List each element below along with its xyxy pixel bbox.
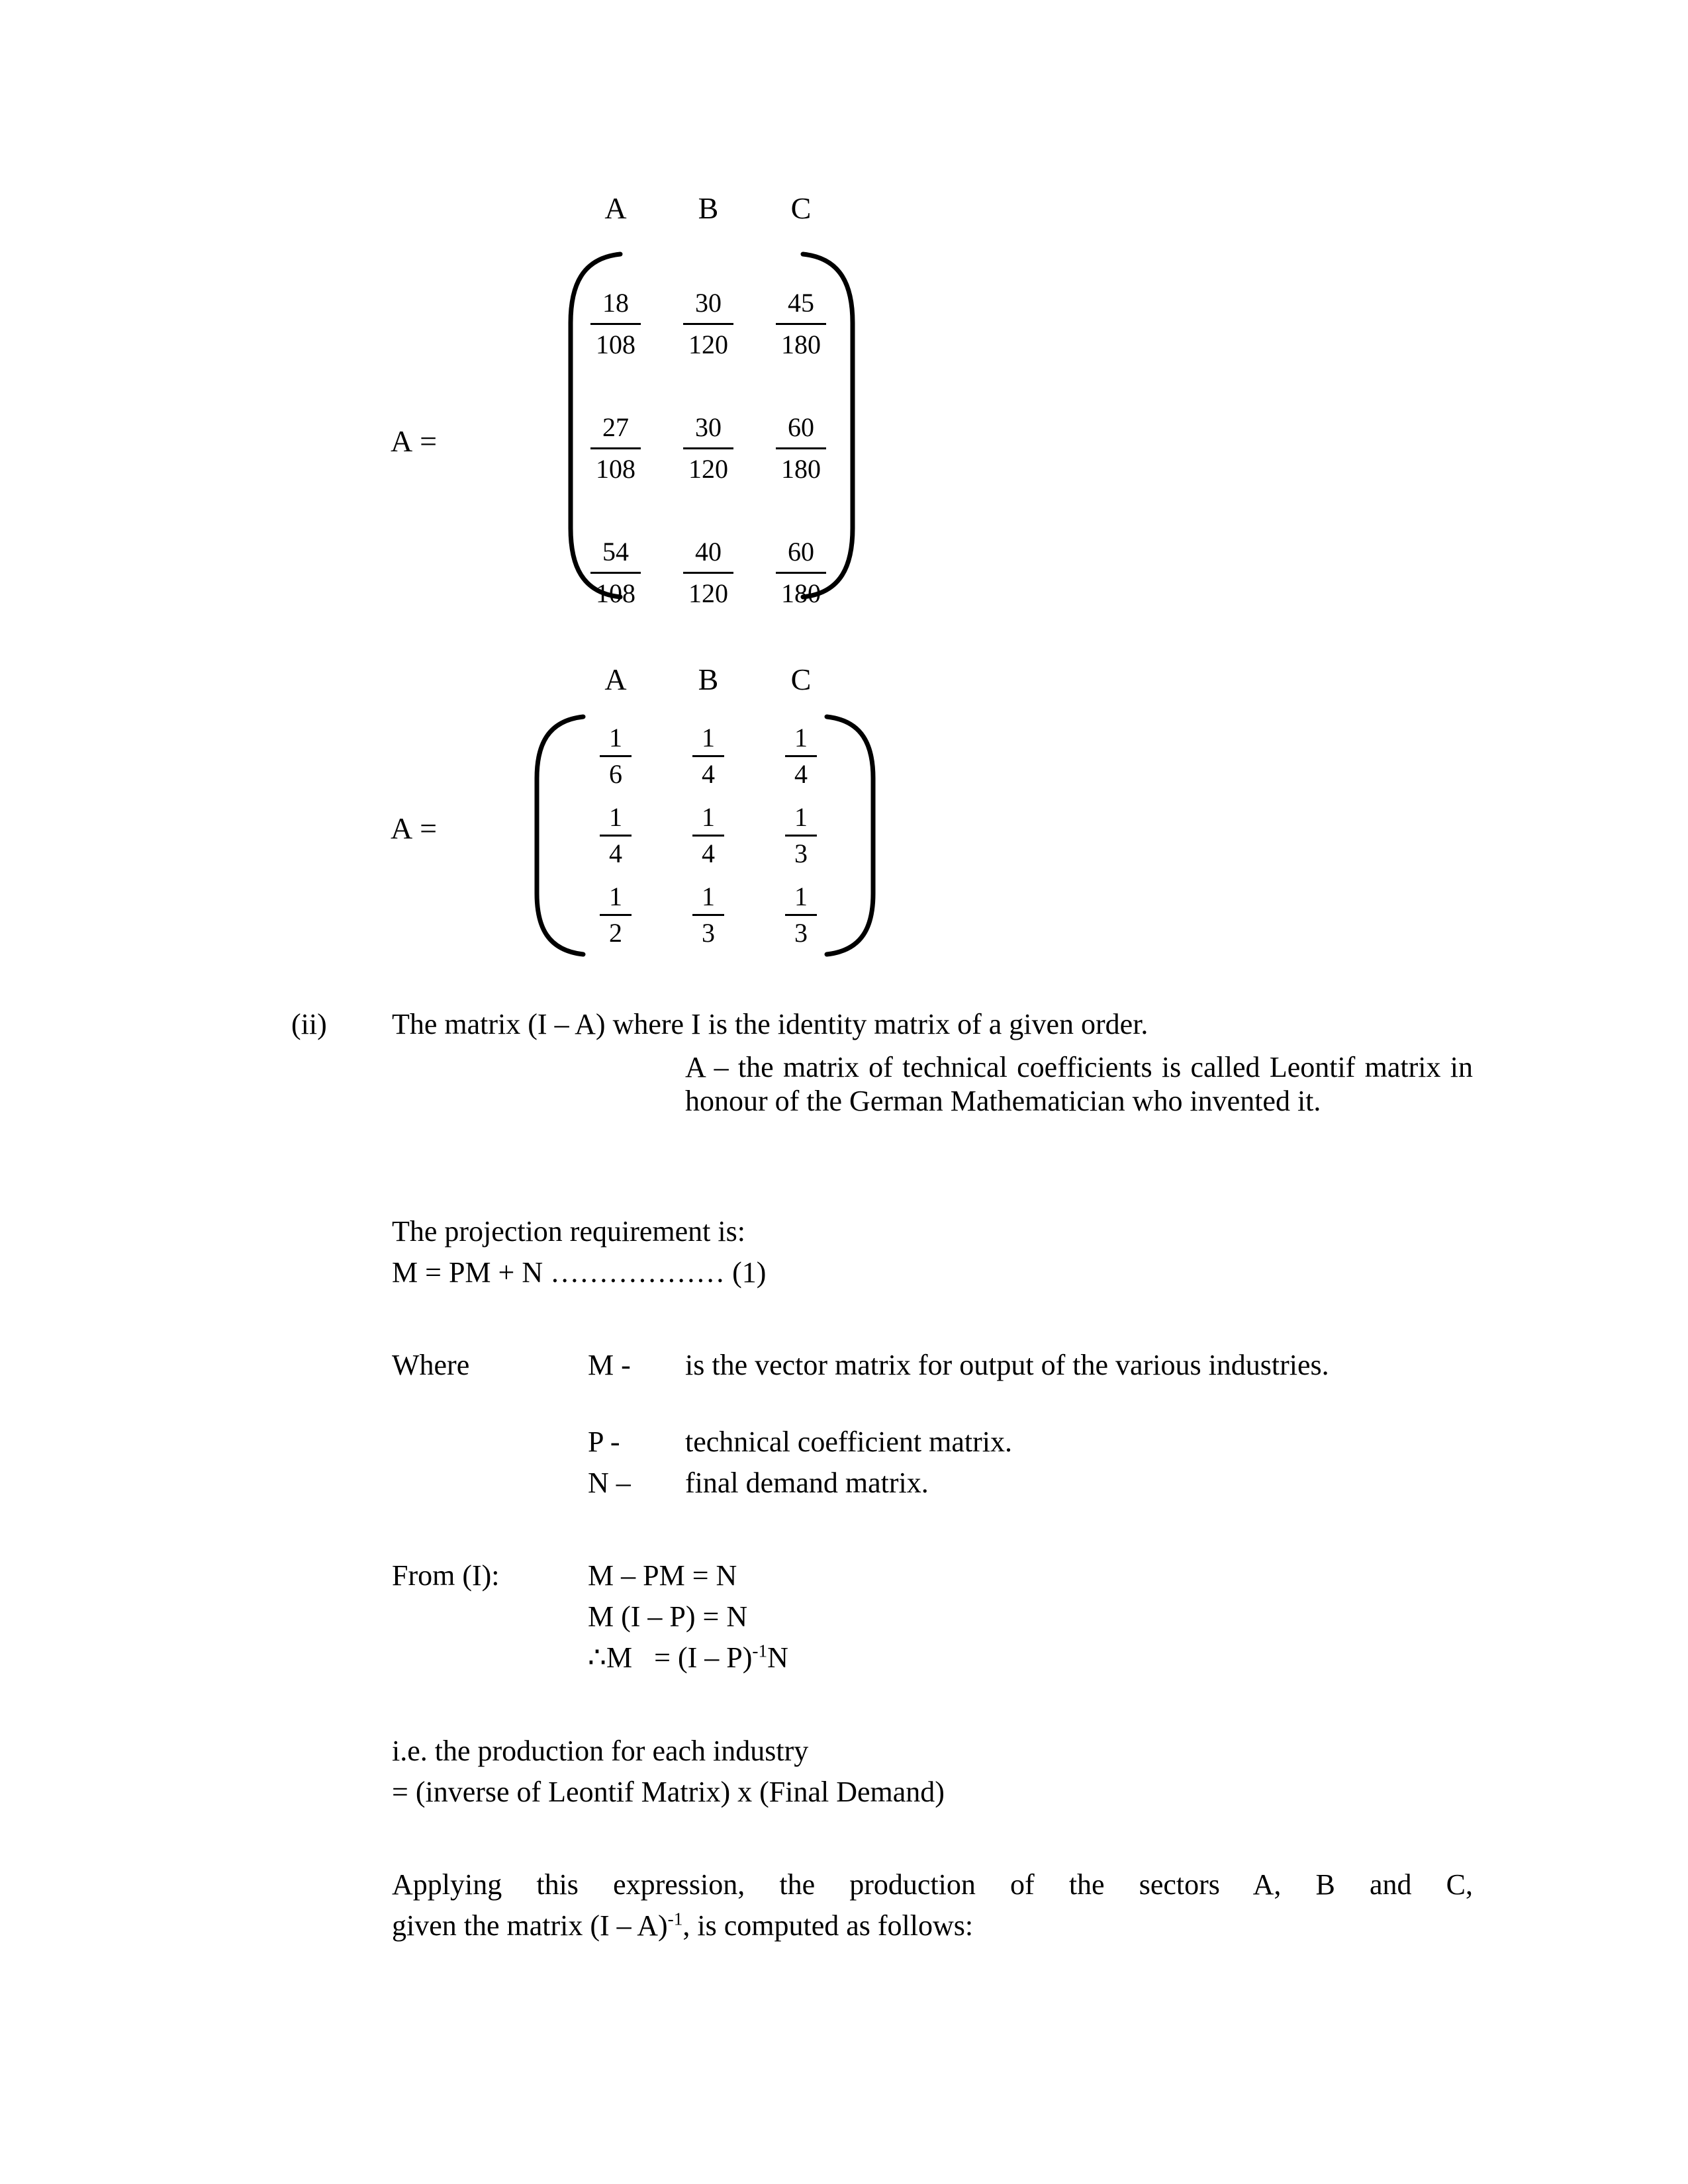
where-entry-n-description: final demand matrix. bbox=[685, 1467, 929, 1499]
from-block-line-3-suffix: N bbox=[767, 1641, 788, 1674]
fraction-denominator: 120 bbox=[688, 578, 728, 608]
fraction-denominator: 120 bbox=[688, 453, 728, 484]
matrix-1-row bbox=[569, 386, 847, 510]
from-block-line-3 bbox=[588, 1641, 788, 1674]
fraction-numerator: 1 bbox=[794, 722, 808, 752]
fraction-denominator: 108 bbox=[596, 578, 635, 608]
fraction-numerator: 1 bbox=[609, 881, 622, 911]
fraction-denominator: 180 bbox=[781, 453, 821, 484]
where-entry-p-symbol: P - bbox=[588, 1426, 620, 1458]
fraction-denominator: 3 bbox=[794, 838, 808, 868]
fraction-numerator: 1 bbox=[794, 801, 808, 832]
fraction-bar bbox=[785, 914, 817, 916]
where-entry-p-description: technical coefficient matrix. bbox=[685, 1426, 1012, 1458]
matrix-2-row bbox=[569, 796, 847, 875]
matrix-1-label: A = bbox=[391, 424, 438, 458]
matrix-2-cell bbox=[569, 716, 662, 796]
fraction-numerator: 1 bbox=[702, 722, 715, 752]
fraction-bar bbox=[692, 914, 724, 916]
matrix-1-column-header-a: A bbox=[604, 191, 627, 225]
applying-line-2-part-2: , is computed as follows: bbox=[682, 1909, 974, 1942]
fraction-denominator: 2 bbox=[609, 917, 622, 948]
matrix-2-cell bbox=[662, 796, 755, 875]
from-block-label: From (I): bbox=[392, 1559, 500, 1592]
matrix-2-cell bbox=[662, 716, 755, 796]
fraction-numerator: 1 bbox=[702, 881, 715, 911]
fraction-numerator: 60 bbox=[788, 536, 814, 567]
from-block-line-1: M – PM = N bbox=[588, 1559, 737, 1592]
fraction-denominator: 120 bbox=[688, 329, 728, 359]
fraction-denominator: 4 bbox=[609, 838, 622, 868]
from-block-line-3-exponent: -1 bbox=[752, 1641, 768, 1661]
fraction-denominator: 4 bbox=[702, 838, 715, 868]
projection-heading: The projection requirement is: bbox=[392, 1215, 745, 1248]
fraction-numerator: 1 bbox=[702, 801, 715, 832]
matrix-1-cell bbox=[662, 510, 755, 635]
matrix-2-cell bbox=[755, 716, 847, 796]
fraction-numerator: 30 bbox=[695, 412, 722, 442]
item-ii-indented-paragraph: A – the matrix of technical coefficients is called Leontif matrix in honour of the German Mathematician who invented it. bbox=[685, 1051, 1473, 1117]
matrix-2-cell bbox=[662, 875, 755, 954]
matrix-1-column-header-b: B bbox=[698, 191, 719, 225]
fraction-bar bbox=[776, 447, 826, 449]
matrix-2-cell bbox=[755, 796, 847, 875]
from-block-line-3-spacer bbox=[632, 1641, 654, 1674]
fraction-numerator: 30 bbox=[695, 287, 722, 318]
item-ii-marker: (ii) bbox=[291, 1008, 327, 1040]
fraction-denominator: 4 bbox=[794, 758, 808, 789]
fraction-denominator: 3 bbox=[794, 917, 808, 948]
fraction-denominator: 108 bbox=[596, 329, 635, 359]
matrix-1-column-header-c: C bbox=[790, 191, 812, 225]
matrix-2-cell bbox=[755, 875, 847, 954]
fraction-bar bbox=[683, 447, 733, 449]
fraction-numerator: 45 bbox=[788, 287, 814, 318]
from-block-line-3-equals: = (I – P) bbox=[654, 1641, 753, 1674]
matrix-1-cell bbox=[569, 386, 662, 510]
matrix-2-column-headers bbox=[569, 662, 847, 697]
fraction-denominator: 4 bbox=[702, 758, 715, 789]
applying-line-1-text: Applying this expression, the production of the sectors A, B and C, bbox=[392, 1868, 1473, 1901]
matrix-2-row bbox=[569, 875, 847, 954]
fraction-bar bbox=[785, 835, 817, 837]
fraction-numerator: 1 bbox=[794, 881, 808, 911]
fraction-numerator: 40 bbox=[695, 536, 722, 567]
matrix-2-column-header-a: A bbox=[604, 662, 627, 696]
matrix-2-row bbox=[569, 716, 847, 796]
applying-line-2-part-1: given the matrix (I – A) bbox=[392, 1909, 668, 1942]
fraction-bar bbox=[683, 572, 733, 574]
fraction-bar bbox=[692, 755, 724, 757]
from-block-line-2: M (I – P) = N bbox=[588, 1600, 748, 1633]
fraction-numerator: 54 bbox=[602, 536, 629, 567]
where-label: Where bbox=[392, 1349, 470, 1381]
matrix-2-grid bbox=[569, 716, 847, 954]
matrix-1-cell bbox=[755, 386, 847, 510]
fraction-denominator: 180 bbox=[781, 578, 821, 608]
matrix-1-cell bbox=[569, 510, 662, 635]
fraction-bar bbox=[692, 835, 724, 837]
fraction-bar bbox=[785, 755, 817, 757]
matrix-2-column-header-b: B bbox=[698, 662, 719, 696]
applying-line-2-exponent: -1 bbox=[667, 1909, 683, 1929]
matrix-2-label: A = bbox=[391, 811, 438, 845]
matrix-1-cell bbox=[662, 386, 755, 510]
applying-paragraph-line-1 bbox=[392, 1868, 1473, 1901]
fraction-bar bbox=[590, 572, 641, 574]
fraction-bar bbox=[600, 835, 632, 837]
where-entry-n-symbol: N – bbox=[588, 1467, 631, 1499]
therefore-m-label: ∴M bbox=[588, 1641, 633, 1674]
fraction-numerator: 60 bbox=[788, 412, 814, 442]
fraction-bar bbox=[600, 755, 632, 757]
matrix-2-column-header-c: C bbox=[790, 662, 812, 696]
projection-equation: M = PM + N ……………… (1) bbox=[392, 1256, 767, 1289]
fraction-denominator: 180 bbox=[781, 329, 821, 359]
fraction-numerator: 18 bbox=[602, 287, 629, 318]
fraction-bar bbox=[776, 572, 826, 574]
applying-paragraph-line-2 bbox=[392, 1909, 973, 1942]
fraction-bar bbox=[590, 447, 641, 449]
fraction-numerator: 1 bbox=[609, 801, 622, 832]
conclusion-line-2: = (inverse of Leontif Matrix) x (Final Demand) bbox=[392, 1776, 945, 1808]
where-entry-m-symbol: M - bbox=[588, 1349, 631, 1381]
fraction-numerator: 27 bbox=[602, 412, 629, 442]
matrix-1-cell bbox=[755, 510, 847, 635]
where-entry-m-description: is the vector matrix for output of the various industries. bbox=[685, 1349, 1329, 1381]
matrix-2-cell bbox=[569, 796, 662, 875]
fraction-bar bbox=[600, 914, 632, 916]
matrix-2-cell bbox=[569, 875, 662, 954]
item-ii-lead-line: The matrix (I – A) where I is the identity matrix of a given order. bbox=[392, 1008, 1149, 1040]
fraction-numerator: 1 bbox=[609, 722, 622, 752]
matrix-1-row bbox=[569, 510, 847, 635]
fraction-denominator: 3 bbox=[702, 917, 715, 948]
fraction-denominator: 6 bbox=[609, 758, 622, 789]
conclusion-line-1: i.e. the production for each industry bbox=[392, 1735, 809, 1767]
fraction-denominator: 108 bbox=[596, 453, 635, 484]
